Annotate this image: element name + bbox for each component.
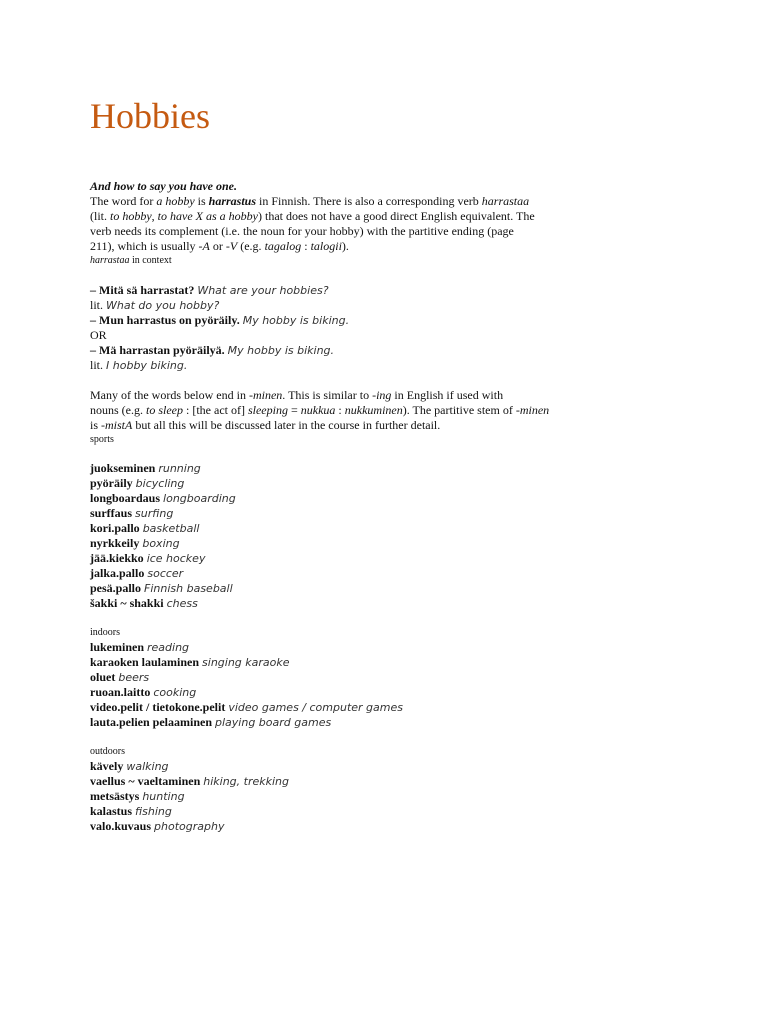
vocab-item: kori.pallo basketball	[90, 521, 200, 535]
sports-vocab-list	[90, 461, 710, 611]
note-line-1: Many of the words below end in -minen. This is similar to -ing in English if used with	[90, 388, 504, 402]
note-line-3: is -mistA but all this will be discussed later in the course in further detail.	[90, 418, 441, 432]
dialogue-line: OR	[90, 328, 107, 342]
intro-line-1: The word for a hobby is harrastus in Finnish. There is also a corresponding verb harrastaa	[90, 194, 530, 208]
vocab-item: lukeminen reading	[90, 640, 190, 654]
vocab-item: vaellus ~ vaeltaminen hiking, trekking	[90, 774, 290, 788]
outdoors-vocab-list	[90, 759, 710, 834]
outdoors-section-label: outdoors	[90, 746, 125, 757]
vocab-item: oluet beers	[90, 670, 150, 684]
dialogue-line: lit. I hobby biking.	[90, 358, 188, 372]
vocab-item: juokseminen running	[90, 461, 201, 475]
dialogue-line: – Mä harrastan pyöräilyä. My hobby is biking.	[90, 343, 335, 357]
vocab-item: longboardaus longboarding	[90, 491, 236, 505]
sports-section-label: sports	[90, 434, 114, 445]
dialogue-line: lit. What do you hobby?	[90, 298, 220, 312]
vocab-item: kalastus fishing	[90, 804, 172, 818]
vocab-item: nyrkkeily boxing	[90, 536, 180, 550]
intro-line-3: verb needs its complement (i.e. the noun for your hobby) with the partitive ending (page	[90, 224, 514, 238]
vocab-item: lauta.pelien pelaaminen playing board games	[90, 715, 332, 729]
vocab-item: video.pelit / tietokone.pelit video games / computer games	[90, 700, 403, 714]
indoors-vocab-list	[90, 640, 710, 730]
vocab-item: surffaus surfing	[90, 506, 174, 520]
vocab-item: kävely walking	[90, 759, 169, 773]
vocab-item: metsästys hunting	[90, 789, 185, 803]
vocab-item: karaoken laulaminen singing karaoke	[90, 655, 290, 669]
vocab-item: valo.kuvaus photography	[90, 819, 225, 833]
intro-heading: And how to say you have one.	[90, 179, 238, 193]
vocab-item: jää.kiekko ice hockey	[90, 551, 206, 565]
vocab-item: pesä.pallo Finnish baseball	[90, 581, 233, 595]
dialogue-line: – Mitä sä harrastat? What are your hobbies?	[90, 283, 329, 297]
intro-line-2: (lit. to hobby, to have X as a hobby) that does not have a good direct English equivalent. The	[90, 209, 535, 223]
vocab-item: pyöräily bicycling	[90, 476, 185, 490]
vocab-item: ruoan.laitto cooking	[90, 685, 197, 699]
dialogue-line: – Mun harrastus on pyöräily. My hobby is biking.	[90, 313, 350, 327]
context-label: harrastaa in context	[90, 255, 172, 266]
page-title: Hobbies	[90, 96, 210, 136]
document-body	[90, 179, 710, 834]
indoors-section-label: indoors	[90, 627, 120, 638]
intro-line-4: 211), which is usually -A or -V (e.g. tagalog : talogii).	[90, 239, 349, 253]
note-line-2: nouns (e.g. to sleep : [the act of] sleeping = nukkua : nukkuminen). The partitive stem of -minen	[90, 403, 550, 417]
vocab-item: šakki ~ shakki chess	[90, 596, 198, 610]
vocab-item: jalka.pallo soccer	[90, 566, 184, 580]
dialogue-examples	[90, 283, 710, 373]
